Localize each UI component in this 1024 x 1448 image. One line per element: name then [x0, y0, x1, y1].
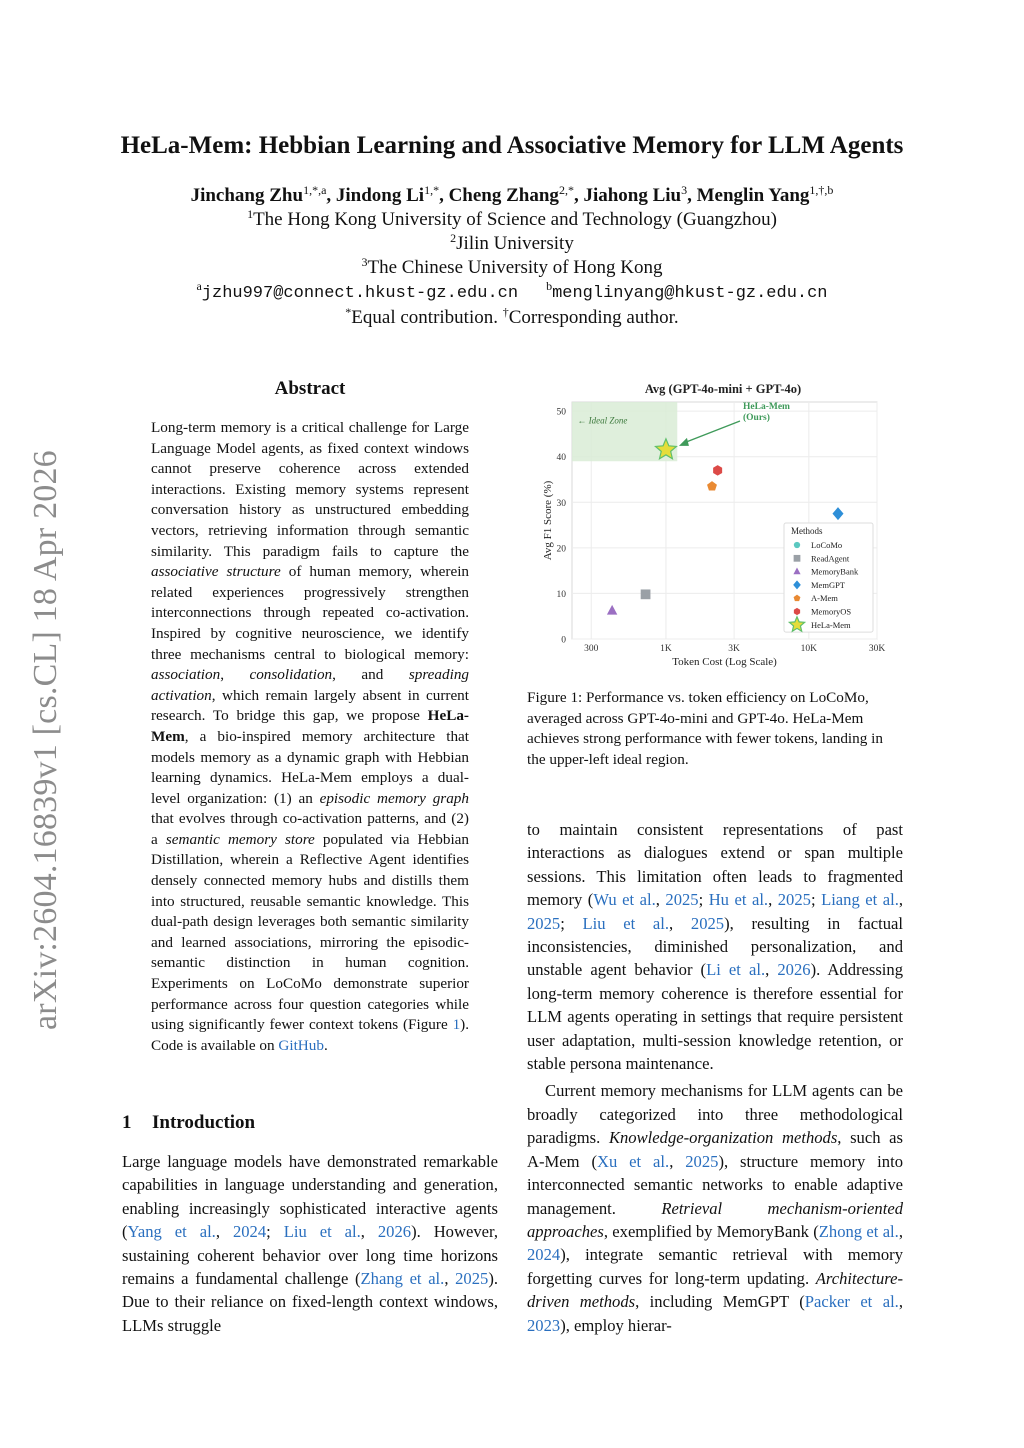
- citation-link[interactable]: Zhang et al.: [360, 1269, 445, 1289]
- figure-caption: Figure 1: Performance vs. token efficiency on LoCoMo, averaged across GPT-4o-mini and GPT-4o. HeLa-Mem achieves strong performance with fewer tokens, landing in the upper-left ideal region.: [527, 689, 883, 768]
- intro-paragraph-left: Large language models have demonstrated remarkable capabilities in language understanding and generation, enabling increasingly sophisticated interactive agents (Yang et al., 2024; Liu et al., 2026). However, sustaining coherent behavior over long time horizons remains a fundamental challenge (Zhang et al., 2025). Due to their reliance on fixed-length context windows, LLMs struggle: [122, 1152, 498, 1335]
- affiliation: $^2$Jilin University: [450, 231, 574, 254]
- email-address[interactable]: jzhu997@connect.hkust-gz.edu.cn: [201, 284, 519, 303]
- y-tick-label: 30: [556, 498, 566, 509]
- y-tick-label: 50: [556, 407, 566, 418]
- author-name: Menglin Yang: [696, 185, 810, 206]
- author-name: Jiahong Liu: [583, 185, 682, 206]
- figure-1: [527, 378, 907, 770]
- author-name: Cheng Zhang: [448, 185, 559, 206]
- legend-marker-readagent: [794, 555, 801, 562]
- x-tick-label: 300: [584, 644, 599, 654]
- citation-link[interactable]: 2024: [527, 1245, 561, 1265]
- ideal-zone-label: ← Ideal Zone: [577, 415, 628, 426]
- citation-link[interactable]: Hu et al.: [708, 890, 769, 910]
- paragraph: to maintain consistent representations of past interactions as dialogues extend or span multiple sessions. This limitation often leads to fragmented memory (Wu et al., 2025; Hu et al., 2025; Liang et al., 2025; Liu et al., 2025), resulting in factual inconsistencies, diminished personalization, and unstable agent behavior (Li et al., 2026). Addressing long-term memory coherence is therefore essential for LLM agents operating in settings that require persistent user adaptation, multi-session knowledge retention, or stable persona maintenance.: [527, 820, 904, 1074]
- legend-label: MemGPT: [811, 579, 845, 590]
- legend-label: MemoryOS: [811, 606, 852, 617]
- citation-link[interactable]: Zhong et al.: [818, 1221, 899, 1241]
- author-list: Jinchang Zhu$^{1,*,a}$, Jindong $Li^{1,*}$, Cheng Zhang$^{2,*}$, Jiahong Liu$^3$, Menglin Yang$^{1,\dagger,b}$: [190, 183, 834, 206]
- abstract-heading: Abstract: [274, 378, 346, 399]
- citation-link[interactable]: Liang et al.: [821, 890, 899, 910]
- github-link[interactable]: GitHub: [278, 1036, 324, 1054]
- citation-link[interactable]: Packer et al.: [804, 1292, 899, 1312]
- author-mark: 3: [681, 183, 688, 197]
- paragraph: Current memory mechanisms for LLM agents can be broadly categorized into three methodological paradigms. Knowledge-organization methods, such as A-Mem (Xu et al., 2025), structure memory into interconnected semantic networks to enable adaptive management. Retrieval mechanism-oriented approaches, exemplified by MemoryBank (Zhong et al., 2024), integrate semantic retrieval with memory forgetting curves for long-term updating. Architecture-driven methods, including MemGPT (Packer et al., 2023), employ hierar-: [527, 1081, 904, 1335]
- citation-link[interactable]: Wu et al.: [593, 890, 656, 910]
- citation-link[interactable]: 2025: [777, 890, 811, 910]
- citation-link[interactable]: Liu et al.: [283, 1222, 361, 1242]
- legend-label: A-Mem: [811, 593, 838, 604]
- x-axis-label: Token Cost (Log Scale): [672, 656, 777, 668]
- x-tick-label: 3K: [728, 644, 740, 654]
- y-tick-label: 0: [561, 635, 566, 646]
- chart-title: Avg (GPT-4o-mini + GPT-4o): [644, 382, 802, 396]
- y-tick-label: 20: [556, 544, 566, 555]
- intro-paragraphs-right: [527, 818, 903, 1337]
- citation-link[interactable]: 2023: [527, 1315, 561, 1335]
- legend-label: MemoryBank: [811, 566, 859, 577]
- citation-link[interactable]: 2025: [690, 913, 725, 933]
- citation-link[interactable]: 2026: [377, 1222, 412, 1242]
- email-line: $^a$jzhu997@connect.hkust-gz.edu.cn $^b$menglinyang@hkust-gz.edu.cn: [196, 279, 828, 303]
- paper-title: HeLa-Mem: Hebbian Learning and Associative Memory for LLM Agents: [120, 132, 904, 159]
- annotation-label: (Ours): [743, 413, 770, 423]
- data-point-readagent: [641, 589, 651, 599]
- citation-link[interactable]: Yang et al.: [127, 1222, 216, 1242]
- author-block: [0, 184, 1024, 330]
- legend-label: ReadAgent: [811, 553, 850, 564]
- x-tick-label: 1K: [660, 644, 672, 654]
- x-tick-label: 30K: [868, 644, 886, 654]
- author-mark: 1,*: [424, 183, 440, 197]
- email-address[interactable]: menglinyang@hkust-gz.edu.cn: [552, 284, 828, 303]
- annotation-label: HeLa-Mem: [743, 402, 790, 412]
- author-mark: 1,†,b: [809, 183, 834, 197]
- abstract-body: Long-term memory is a critical challenge for Large Language Model agents, as fixed context windows cannot preserve coherence across extended interactions. Existing memory systems represent conversation history as unstructured embedding vectors, retrieving information through semantic similarity. This paradigm fails to capture the associative structure of human memory, wherein related experiences progressively strengthen interconnections through repeated co-activation. Inspired by cognitive neuroscience, we identify three mechanisms central to biological memory: association, consolidation, and spreading activation, which remain largely absent in current research. To bridge this gap, we propose HeLa-Mem, a bio-inspired memory architecture that models memory as a dynamic graph with Hebbian learning dynamics. HeLa-Mem employs a dual-level organization: (1) an episodic memory graph that evolves through co-activation patterns, and (2) a semantic memory store populated via Hebbian Distillation, wherein a Reflective Agent identifies densely connected memory hubs and distills them into structured, reusable semantic knowledge. This dual-path design leverages both semantic similarity and learned associations, mirroring the episodic-semantic distinction in human cognition. Experiments on LoCoMo demonstrate superior performance across four question categories while using significantly fewer context tokens (Figure 1). Code is available on GitHub.: [151, 419, 470, 1054]
- affiliation: $^3$The Chinese University of Hong Kong: [361, 255, 663, 278]
- citation-link[interactable]: Xu et al.: [596, 1151, 670, 1171]
- legend-label: HeLa-Mem: [811, 619, 851, 630]
- legend-label: LoCoMo: [811, 540, 843, 550]
- y-tick-label: 10: [556, 589, 566, 600]
- author-name: Jinchang Zhu: [190, 185, 304, 206]
- arxiv-identifier-stamp[interactable]: arXiv:2604.16839v1 [cs.CL] 18 Apr 2026: [27, 450, 64, 1030]
- citation-link[interactable]: 2025: [665, 890, 699, 910]
- citation-link[interactable]: Liu et al.: [582, 913, 670, 933]
- x-tick-label: 10K: [800, 644, 818, 654]
- author-name: Jindong Li: [335, 185, 425, 206]
- section-heading-introduction: 1 Introduction: [122, 1112, 256, 1133]
- author-mark: 2,*: [558, 183, 574, 197]
- contribution-note: *Equal contribution. †Corresponding author.: [345, 305, 679, 328]
- citation-link[interactable]: 2025: [685, 1151, 719, 1171]
- legend-marker-locomo: [794, 542, 800, 548]
- figure-reference-link[interactable]: 1: [452, 1016, 461, 1034]
- citation-link[interactable]: 2024: [232, 1222, 267, 1242]
- author-mark: 1,*,a: [303, 183, 327, 197]
- affiliation: $^1$The Hong Kong University of Science and Technology (Guangzhou): [247, 207, 777, 230]
- citation-link[interactable]: Li et al.: [706, 960, 766, 980]
- citation-link[interactable]: 2025: [527, 913, 561, 933]
- y-tick-label: 40: [556, 453, 566, 464]
- y-axis-label: Avg F1 Score (%): [542, 480, 554, 561]
- scatter-chart: [527, 378, 903, 668]
- citation-link[interactable]: 2026: [777, 960, 811, 980]
- citation-link[interactable]: 2025: [455, 1269, 489, 1289]
- legend-title: Methods: [791, 526, 823, 536]
